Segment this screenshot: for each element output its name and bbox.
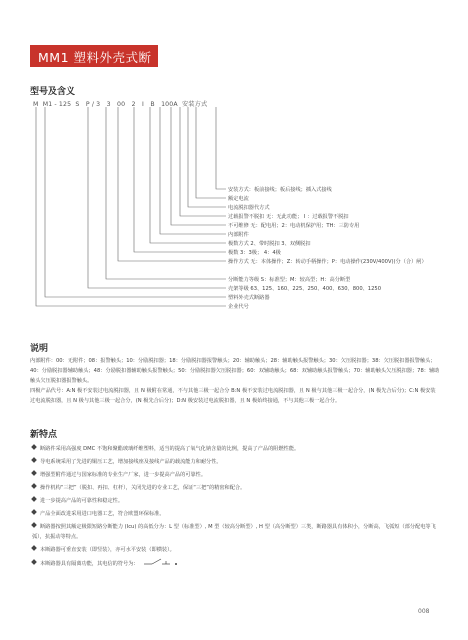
feature-item: 断路器按照其额定极限短路分断能力 (Icu) 的高低分为：L 型（标准型）, M 型（较高分断型）, H 型（高分断型）三类，断路器具有体积小，分断高，飞弧短（部分配电等飞弧），抗振动等特点。 — [32, 524, 436, 540]
notes-heading: 说明 — [30, 344, 49, 354]
bullet-icon — [31, 470, 37, 476]
label-pole-mode: 极数方式 2、带时脱扣 3、双侧脱扣 — [228, 241, 311, 247]
bullet-icon — [31, 496, 37, 502]
bullet-icon — [31, 522, 37, 528]
label-release-type: 电流脱扣器代方式 — [228, 205, 270, 211]
feature-item: 本断路器可垂直安装（即竖装），亦可水平安装（即横装）。 — [32, 545, 438, 555]
feature-item: 断路件采用高强度 DMC 不饱和聚酯玻璃纤维塑料，适当的提高了氧气化钠含量的比例，提高了产品的阻燃性能。 — [32, 444, 438, 454]
bullet-icon — [31, 444, 37, 450]
features-heading: 新特点 — [30, 430, 58, 440]
label-product-name: 塑料外壳式断路器 — [228, 295, 270, 301]
connector-line — [36, 107, 226, 306]
bullet-icon — [31, 545, 37, 551]
connector-line — [106, 107, 226, 279]
notes-paragraph-four-pole: 四极产品代号：A:N 极不安装过电流脱扣器，且 N 极附在常通，不与其他三极一起合分 B:N 极不安装过电流脱扣器，且 N 极与其他三极一起合分，(N 极先合后分)；C:N 极安装过电流脱扣器，且 N 极与其他三极一起合分，(N 极先合后分)；D:N 极安装过电流脱扣器，且 N 极始终接通，不与其他三极一起合分。 — [30, 388, 436, 404]
label-rated-current: 额定电流 — [228, 196, 249, 202]
connector-line — [188, 107, 226, 207]
notes-paragraph-accessories: 内部附件：00：无附件；08：报警触头；10：分励脱扣器；18：分励脱扣器报警触头；20：辅助触头；28：辅助触头报警触头；30：欠压脱扣器；38：欠压脱扣器报警触头；40：分励脱扣器辅助触头；48：分励脱扣器辅助触头报警触头；50：分励脱扣器欠压脱扣器；60：双辅助触头；68：双辅助触头报警触头；70：辅助触头欠压脱扣器；78：辅助触头欠压脱扣器报警触头。 — [30, 358, 440, 384]
feature-item: 产品全面改进采用进口电器工艺，符合欧盟环保标准。 — [32, 509, 438, 519]
label-frame-size: 壳架等级 63、125、160、225、250、400、630、800、1250 — [228, 286, 382, 292]
feature-item: 操作机构“三把”（脱扣、再扣、杠杆），关闭先进的专业工艺，保证“三把”的精密和配合。 — [32, 483, 438, 493]
bullet-icon — [31, 559, 37, 565]
connector-line — [196, 107, 226, 198]
page-title: MM1 塑料外壳式断路器 — [38, 50, 152, 83]
feature-item: 导电系统采用了先进的铜压工艺，增加接线座及接线产品的载流能力和耐分性。 — [32, 457, 438, 467]
label-company-code: 企业代号 — [228, 304, 249, 310]
label-usage: 不可维修 无：配电用；2：电动机保护用；TH：三防专用 — [228, 223, 360, 229]
isolator-symbol-icon — [144, 558, 188, 566]
label-internal-accessory: 内部附件 — [228, 232, 249, 238]
label-poles: 极数 3：3极； 4：4极 — [228, 250, 281, 256]
connector-line — [180, 107, 226, 216]
label-operation: 操作方式 无：本体操作；Z：转动手柄操作；P：电动操作(230V/400V)(分（合）闸） — [228, 259, 427, 265]
model-heading: 型号及含义 — [30, 87, 76, 97]
label-mounting: 安装方式：板前接线；板后接线；插入式接线 — [228, 187, 332, 193]
page-number: 008 — [418, 608, 430, 615]
bullet-icon — [31, 483, 37, 489]
label-breaking-capacity: 分断能力等级 S：标准型；M：较高型；H：高分断型 — [228, 277, 351, 283]
feature-item: 增强型附件通过与国家标准的专业生产厂家，进一步提高产品的可靠性。 — [32, 470, 438, 480]
feature-item: 本断路器具有隔离功能，其电信的符号为： — [32, 558, 438, 569]
label-overload-alarm: 过载报警不脱扣 无：无此功能； I ：过载报警不脱扣 — [228, 214, 349, 220]
connector-line — [45, 107, 226, 297]
model-code: M M1 - 125 S P / 3 3 00 2 I B 100A 安装方式 — [33, 101, 208, 108]
feature-item: 进一步提高产品的可靠性和稳定性。 — [32, 496, 438, 506]
connector-line — [216, 107, 226, 189]
bullet-icon — [31, 457, 37, 463]
bullet-icon — [31, 509, 37, 515]
